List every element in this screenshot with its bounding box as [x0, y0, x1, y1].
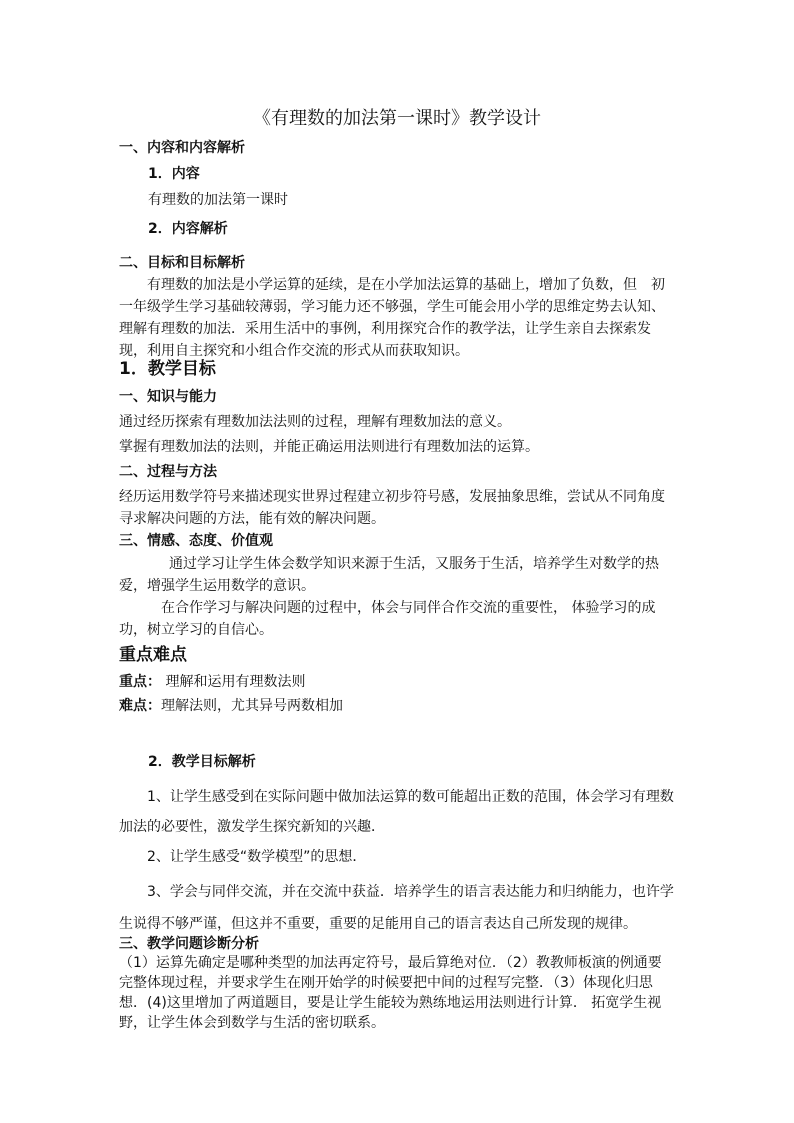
process-paragraph: 经历运用数学符号来描述现实世界过程建立初步符号感，发展抽象思维，尝试从不同角度寻求解决问题的方法，能有效的解决问题。 [119, 489, 665, 527]
teaching-goals-heading: 1．教学目标 [119, 359, 216, 379]
content-text: 有理数的加法第一课时 [148, 192, 288, 208]
emotion-heading: 三、情感、态度、价值观 [119, 533, 273, 549]
knowledge-heading: 一、知识与能力 [119, 389, 217, 405]
diagnosis-heading: 三、教学问题诊断分析 [119, 936, 259, 952]
diagnosis-paragraph: （1）运算先确定是哪种类型的加法再定符号，最后算绝对位．（2）教教师板演的例通要完整体现过程，并要求学生在刚开始学的时候要把中间的过程写完整．（3）体现化归思想．(4)这里增加了两道题目，要是让学生能较为熟练地运用法则进行计算． 拓宽学生视野，让学生体会到数学与生活的密切联系。 [119, 955, 662, 1031]
difficulty-text: 理解法则，尤其异号两数相加 [161, 698, 343, 714]
difficulty-label: 难点： [119, 698, 161, 714]
goals-analysis-paragraph: 有理数的加法是小学运算的延续，是在小学加法运算的基础上，增加了负数，但 初一年级学生学习基础较薄弱，学习能力还不够强，学生可能会用小学的思维定势去认知、理解有理数的加法．采用生活中的事例，利用探究合作的教学法，让学生亲自去探索发现，利用自主探究和小组合作交流的形式从而获取知识。 [119, 277, 665, 359]
emotion-paragraph-1: 通过学习让学生体会数学知识来源于生活，又服务于生活，培养学生对数学的热爱，增强学生运用数学的意识。 [119, 556, 659, 594]
analysis-paragraph-3: 3、学会与同伴交流，并在交流中获益．培养学生的语言表达能力和归纳能力，也许学生说得不够严谨，但这并不重要，重要的足能用自己的语言表达自己所发现的规律。 [119, 884, 674, 932]
analysis-paragraph-1: 1、让学生感受到在实际问题中做加法运算的数可能超出正数的范围，体会学习有理数加法的必要性，激发学生探究新知的兴趣． [119, 789, 674, 835]
knowledge-line-2: 掌握有理数加法的法则，并能正确运用法则进行有理数加法的运算。 [119, 439, 539, 455]
process-heading: 二、过程与方法 [119, 464, 217, 480]
keypoints-heading: 重点难点 [119, 645, 187, 665]
document-title: 《有理数的加法第一课时》教学设计 [253, 108, 541, 129]
section-heading-goals: 二、目标和目标解析 [119, 255, 245, 271]
analysis-paragraph-2: 2、让学生感受“数学模型”的思想． [147, 849, 367, 865]
keypoint-label: 重点： [119, 674, 161, 690]
keypoint-line [119, 671, 679, 693]
emotion-paragraph-2: 在合作学习与解决问题的过程中，体会与同伴合作交流的重要性， 体验学习的成功，树立学习的自信心。 [119, 600, 656, 638]
difficulty-line [119, 695, 679, 717]
goals-analysis-heading: 2．教学目标解析 [148, 754, 256, 770]
keypoint-text: 理解和运用有理数法则 [161, 674, 306, 690]
knowledge-line-1: 通过经历探索有理数加法法则的过程，理解有理数加法的意义。 [119, 414, 511, 430]
section-heading-content: 一、内容和内容解析 [119, 140, 245, 156]
subheading-content-analysis: 2．内容解析 [148, 221, 228, 237]
subheading-content: 1．内容 [148, 166, 200, 182]
